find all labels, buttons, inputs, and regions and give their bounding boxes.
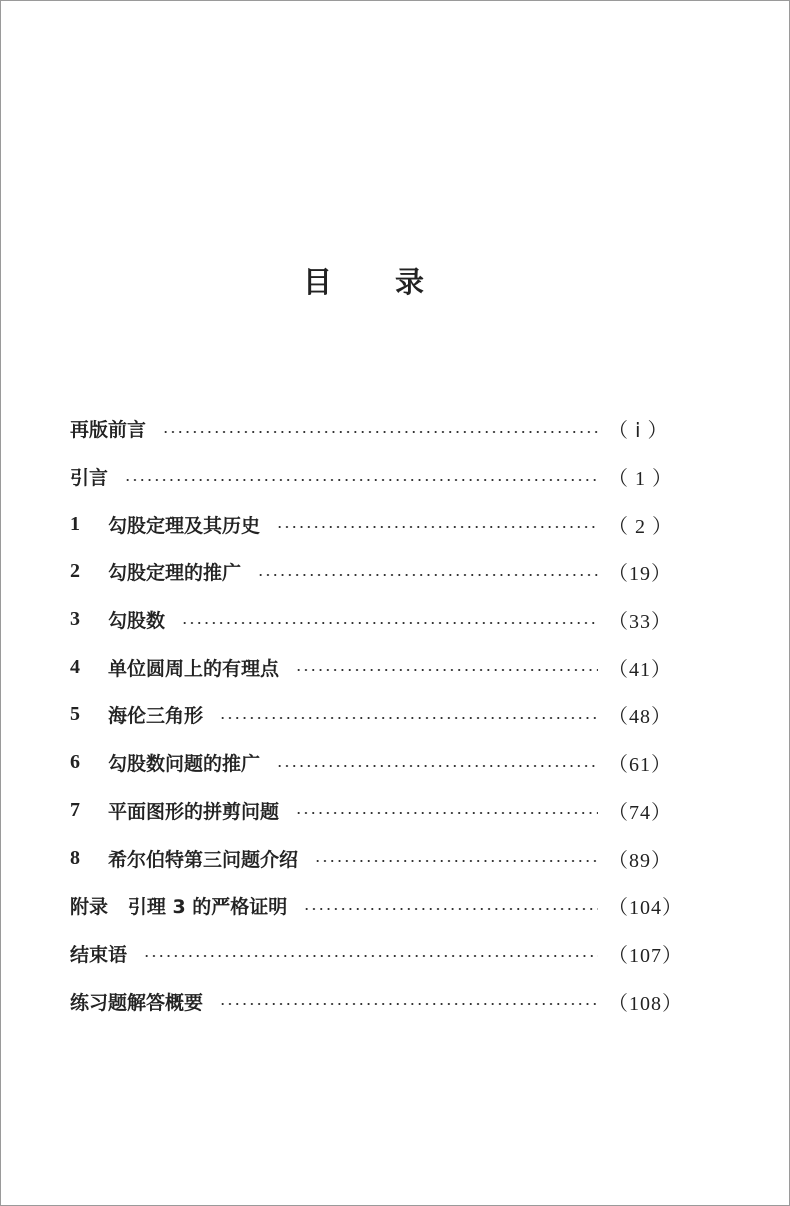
entry-title: 附录 引理 3 的严格证明 — [70, 896, 288, 919]
chapter-number: 5 — [70, 703, 80, 726]
dot-leader — [219, 1002, 598, 1006]
toc-entry[interactable] — [70, 977, 683, 1025]
page-number: （ ⅰ ） — [608, 420, 669, 443]
chapter-number: 4 — [70, 655, 80, 678]
entry-title: 海伦三角形 — [108, 705, 204, 728]
chapter-number: 2 — [70, 560, 80, 583]
toc-entry[interactable] — [70, 882, 683, 930]
dot-leader — [295, 668, 598, 672]
toc-entry[interactable] — [70, 500, 673, 548]
toc-entry[interactable] — [70, 787, 672, 835]
toc-entry[interactable] — [70, 739, 672, 787]
toc-entry[interactable] — [70, 596, 672, 644]
page-title — [0, 260, 790, 304]
page-number: （89） — [608, 849, 672, 872]
chapter-number: 7 — [70, 798, 80, 821]
chapter-number: 8 — [70, 846, 80, 869]
entry-title: 勾股数 — [108, 610, 166, 633]
dot-leader — [143, 954, 598, 958]
toc-entry[interactable] — [70, 453, 673, 501]
toc-entry[interactable] — [70, 643, 672, 691]
entry-title: 单位圆周上的有理点 — [108, 657, 280, 680]
page-number: （104） — [608, 897, 683, 920]
entry-title: 勾股定理的推广 — [108, 562, 242, 585]
title-char-2: 录 — [395, 265, 425, 299]
dot-leader — [276, 525, 598, 529]
entry-title: 再版前言 — [70, 419, 147, 442]
toc-entry[interactable] — [70, 691, 672, 739]
page-number: （108） — [608, 992, 683, 1015]
chapter-number: 6 — [70, 751, 80, 774]
entry-title: 勾股定理及其历史 — [108, 514, 261, 537]
dot-leader — [124, 478, 598, 482]
toc-entry[interactable] — [70, 930, 683, 978]
toc-entry[interactable] — [70, 548, 672, 596]
dot-leader — [276, 764, 598, 768]
page-number: （41） — [608, 658, 672, 681]
page-number: （19） — [608, 563, 672, 586]
entry-title: 希尔伯特第三问题介绍 — [108, 848, 299, 871]
page-number: （33） — [608, 611, 672, 634]
page-number: （48） — [608, 706, 672, 729]
page-number: （ 1 ） — [608, 468, 673, 491]
dot-leader — [257, 573, 598, 577]
entry-title: 平面图形的拼剪问题 — [108, 800, 280, 823]
dot-leader — [314, 859, 598, 863]
page-number: （ 2 ） — [608, 515, 673, 538]
page-number: （107） — [608, 944, 683, 967]
dot-leader — [219, 716, 598, 720]
dot-leader — [295, 811, 598, 815]
entry-title: 结束语 — [70, 943, 128, 966]
page-number: （61） — [608, 754, 672, 777]
entry-title: 练习题解答概要 — [70, 991, 204, 1014]
toc-entry[interactable] — [70, 834, 672, 882]
dot-leader — [162, 430, 598, 434]
page-number: （74） — [608, 801, 672, 824]
chapter-number: 1 — [70, 512, 80, 535]
toc-entry[interactable] — [70, 405, 669, 453]
entry-title: 引言 — [70, 467, 109, 490]
dot-leader — [303, 907, 598, 911]
title-char-1: 目 — [303, 265, 333, 299]
entry-title: 勾股数问题的推广 — [108, 753, 261, 776]
dot-leader — [181, 621, 598, 625]
table-of-contents — [70, 405, 683, 1025]
chapter-number: 3 — [70, 608, 80, 631]
